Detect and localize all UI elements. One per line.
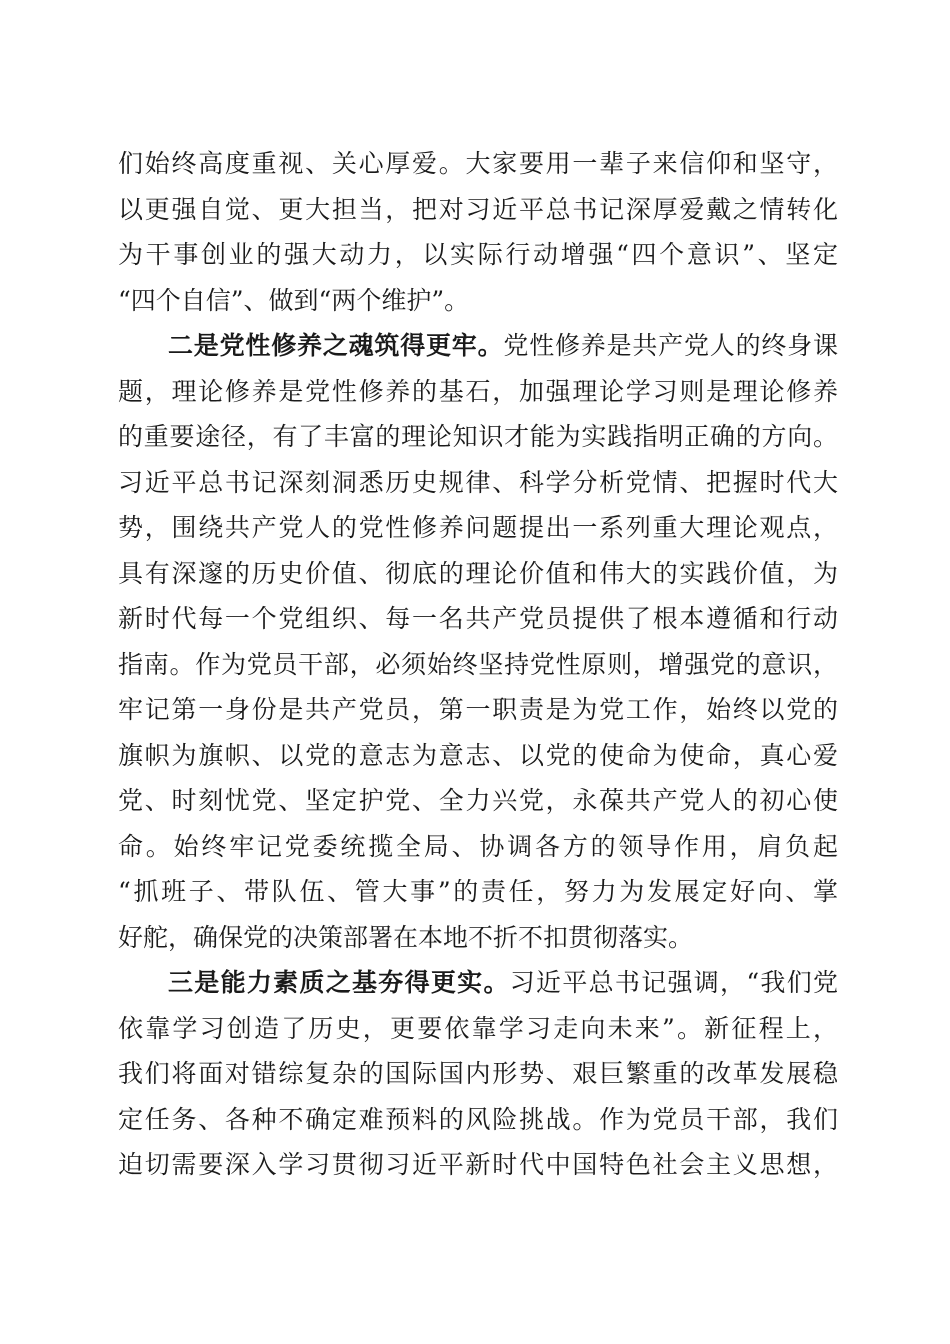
- text-run: 党性修养是共产党人的终身课: [503, 331, 838, 360]
- paragraph-2: [118, 323, 838, 960]
- text-line: 党、时刻忧党、坚定护党、全力兴党，永葆共产党人的初心使: [118, 786, 838, 815]
- paragraph-1: [118, 141, 838, 323]
- text-run: 习近平总书记强调，“我们党: [509, 968, 838, 997]
- text-line: “四个自信”、做到“两个维护”。: [118, 285, 470, 315]
- text-line: 命。始终牢记党委统揽全局、协调各方的领导作用，肩负起: [118, 831, 838, 861]
- document-body: [118, 141, 838, 1188]
- text-line: “抓班子、带队伍、管大事”的责任，努力为发展定好向、掌: [118, 877, 838, 906]
- text-line: 旗帜为旗帜、以党的意志为意志、以党的使命为使命，真心爱: [118, 740, 838, 770]
- text-line: 我们将面对错综复杂的国际国内形势、艰巨繁重的改革发展稳: [118, 1059, 838, 1088]
- section-heading: 二是党性修养之魂筑得更牢。: [168, 331, 504, 360]
- text-line: 依靠学习创造了历史，更要依靠学习走向未来”。新征程上，: [118, 1013, 838, 1043]
- text-line: 定任务、各种不确定难预料的风险挑战。作为党员干部，我们: [118, 1104, 838, 1134]
- text-line: 的重要途径，有了丰富的理论知识才能为实践指明正确的方向。: [118, 422, 838, 451]
- text-line: 题，理论修养是党性修养的基石，加强理论学习则是理论修养: [118, 376, 838, 406]
- text-line: 为干事创业的强大动力，以实际行动增强“四个意识”、坚定: [118, 240, 838, 269]
- text-line: 以更强自觉、更大担当，把对习近平总书记深厚爱戴之情转化: [118, 194, 838, 224]
- text-line: 好舵，确保党的决策部署在本地不折不扣贯彻落实。: [118, 922, 694, 952]
- text-line: 指南。作为党员干部，必须始终坚持党性原则，增强党的意识，: [118, 649, 838, 679]
- text-line: 具有深邃的历史价值、彻底的理论价值和伟大的实践价值，为: [118, 558, 838, 588]
- text-line: 牢记第一身份是共产党员，第一职责是为党工作，始终以党的: [118, 695, 838, 724]
- text-line: 们始终高度重视、关心厚爱。大家要用一辈子来信仰和坚守，: [118, 149, 838, 178]
- text-line: [118, 960, 838, 1006]
- text-line: 势，围绕共产党人的党性修养问题提出一系列重大理论观点，: [118, 513, 838, 542]
- text-line: 新时代每一个党组织、每一名共产党员提供了根本遵循和行动: [118, 604, 838, 633]
- section-heading: 三是能力素质之基夯得更实。: [168, 968, 510, 997]
- paragraph-3: [118, 960, 838, 1188]
- text-line: 迫切需要深入学习贯彻习近平新时代中国特色社会主义思想，: [118, 1150, 838, 1179]
- text-line: 习近平总书记深刻洞悉历史规律、科学分析党情、把握时代大: [118, 467, 838, 497]
- text-line: [118, 323, 838, 369]
